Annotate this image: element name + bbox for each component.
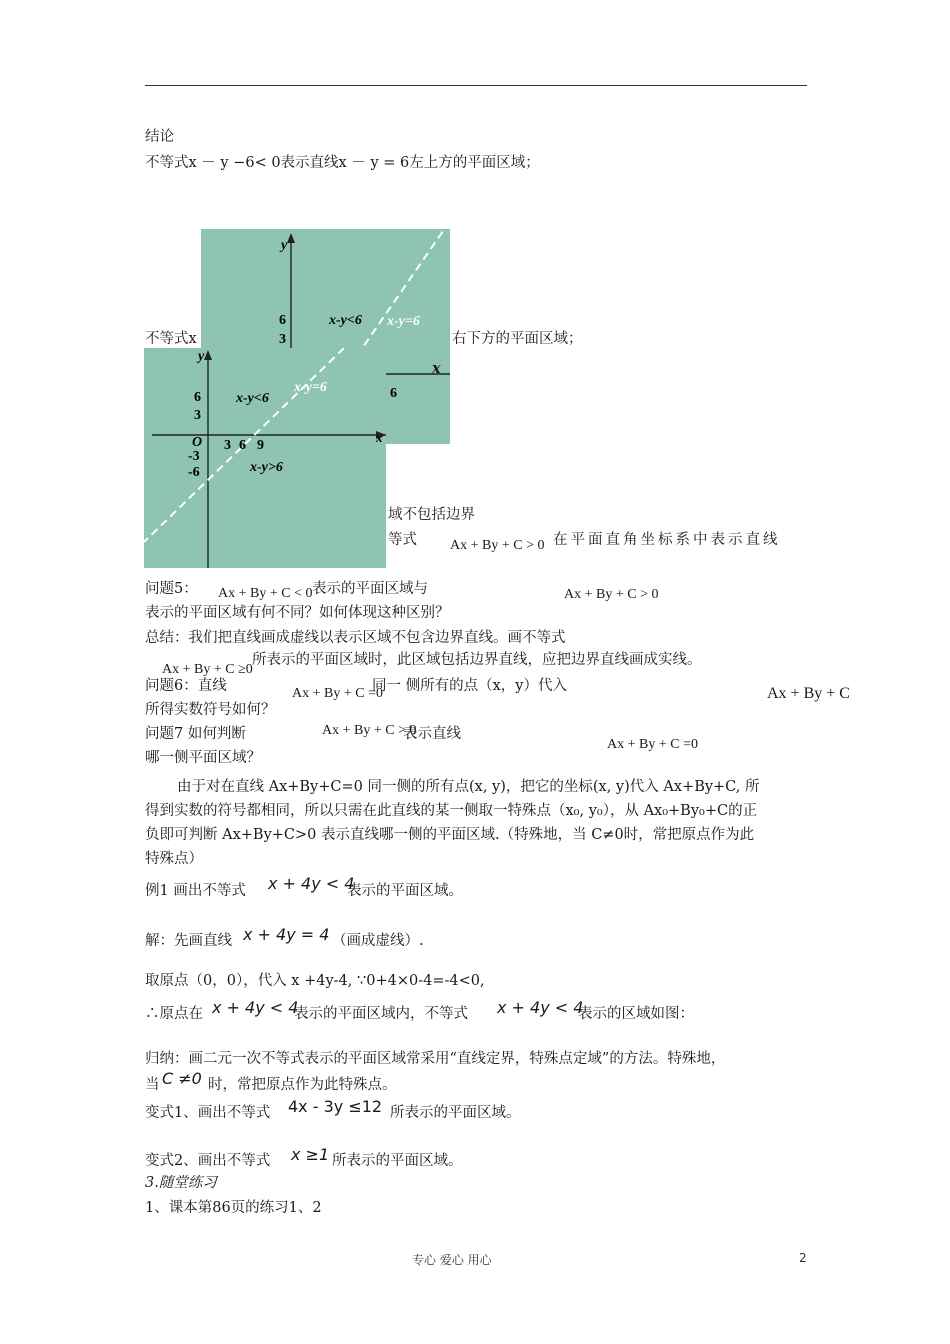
fig-bottom-origin: O — [192, 435, 203, 450]
paragraph-1-line-3: 负即可判断 Ax+By+C>0 表示直线哪一侧的平面区域.（特殊地，当 C≠0时，常把原点作为此 — [145, 827, 755, 843]
solution-label: 解：先画直线 — [145, 933, 232, 949]
therefore-expr-2: x + 4y < 4 — [497, 998, 584, 1017]
variant-1-tail: 所表示的平面区域。 — [390, 1105, 521, 1121]
fig-bottom-x-axis: x — [376, 430, 383, 445]
fig-top-region-label: x-y<6 — [329, 313, 362, 328]
summary-line-2: 所表示的平面区域时，此区域包括边界直线，应把边界直线画成实线。 — [252, 652, 702, 668]
question-5-mid: 表示的平面区域与 — [312, 581, 428, 597]
example-1-label: 例1 画出不等式 — [145, 883, 246, 899]
paragraph-1-line-2: 得到实数的符号都相同，所以只需在此直线的某一侧取一特殊点（x₀, y₀），从 Ax₀+By₀+C的正 — [145, 803, 758, 819]
solution-expr: x + 4y = 4 — [243, 925, 330, 944]
therefore-expr: x + 4y < 4 — [212, 998, 299, 1017]
question-7-expr: Ax + By + C > 0 — [322, 723, 417, 738]
solution-tail: （画成虚线）. — [332, 933, 424, 949]
question-6-expr: Ax + By + C =0 — [292, 686, 383, 701]
figure-bottom-graph — [144, 348, 386, 568]
heading-conclusion: 结论 — [145, 129, 174, 145]
variant-1-label: 变式1、画出不等式 — [145, 1105, 271, 1121]
conclusion-line-2-left: 不等式x — [145, 331, 197, 347]
fig-bottom-lower-label: x-y>6 — [250, 460, 283, 475]
footer-center: 专心 爱心 用心 — [412, 1253, 492, 1267]
fig-top-tick-3: 3 — [279, 332, 286, 347]
figure-top-tail — [386, 344, 450, 444]
variant-1-expr: 4x - 3y ≤12 — [288, 1097, 383, 1116]
fig-bottom-y-tick-neg6: -6 — [188, 465, 200, 480]
question-6-mid: 同一 侧所有的点（x，y）代入 — [372, 678, 567, 694]
figure-top-tail-svg — [386, 344, 450, 444]
question-6-line-2: 所得实数符号如何？ — [145, 702, 276, 718]
question-7-line-2: 哪一侧平面区域？ — [145, 750, 261, 766]
fig-bottom-x-tick-9: 9 — [257, 438, 264, 453]
question-6-expr-2: Ax + By + C — [767, 685, 850, 702]
fig-bottom-x-tick-3: 3 — [224, 438, 231, 453]
paragraph-1-line-4: 特殊点） — [145, 851, 203, 867]
summary-2-line-2-a: 当 — [145, 1077, 160, 1093]
expr-greater-than-zero: Ax + By + C > 0 — [450, 538, 545, 553]
question-6-label: 问题6：直线 — [145, 678, 227, 694]
fig-top-tick-6: 6 — [279, 313, 286, 328]
fig-bottom-line-label: x-y=6 — [294, 380, 327, 395]
therefore-label: ∴原点在 — [145, 1006, 203, 1022]
question-5-expr-2: Ax + By + C > 0 — [564, 587, 659, 602]
summary-2-expr: C ≠0 — [162, 1069, 202, 1088]
question-5-expr: Ax + By + C < 0 — [218, 586, 313, 601]
partial-inequality-text: 等式 — [388, 532, 417, 548]
example-1-expr: x + 4y < 4 — [268, 874, 355, 893]
fig-bottom-y-tick-3: 3 — [194, 408, 201, 423]
summary-expr: Ax + By + C ≥0 — [162, 662, 253, 677]
practice-item: 1、课本第86页的练习1、2 — [145, 1200, 322, 1216]
question-7-expr-2: Ax + By + C =0 — [607, 737, 698, 752]
question-5-line-2: 表示的平面区域有何不同？如何体现这种区别？ — [145, 605, 450, 621]
fig-bottom-y-tick-6: 6 — [194, 390, 201, 405]
fig-bottom-x-tick-6: 6 — [239, 438, 246, 453]
conclusion-line-2-right: 右下方的平面区域； — [452, 331, 583, 347]
fig-top-x-tick-6: 6 — [390, 386, 397, 401]
fig-top-x-axis: x — [432, 360, 441, 377]
figure-bottom-svg — [144, 348, 386, 568]
paragraph-1-line-1: 由于对在直线 Ax+By+C=0 同一侧的所有点(x, y)，把它的坐标(x, y)代入 Ax+By+C, 所 — [177, 779, 760, 795]
therefore-mid: 表示的平面区域内，不等式 — [294, 1006, 468, 1022]
question-7-label: 问题7 如何判断 — [145, 726, 246, 742]
question-7-mid: 表示直线 — [403, 726, 461, 742]
therefore-tail: 表示的区域如图： — [578, 1006, 694, 1022]
summary-2-line-2-b: 时，常把原点作为此特殊点。 — [208, 1077, 397, 1093]
example-1-tail: 表示的平面区域。 — [347, 883, 463, 899]
fig-top-line-label: x-y=6 — [387, 314, 420, 329]
partial-boundary-text: 域不包括边界 — [388, 507, 475, 523]
fig-top-y-axis: y — [281, 238, 288, 253]
conclusion-line-1: 不等式x － y −6< 0表示直线x － y = 6左上方的平面区域； — [145, 155, 540, 171]
header-rule — [145, 85, 807, 86]
practice-heading: 3.随堂练习 — [145, 1175, 217, 1191]
line3-tail: 在平面直角坐标系中表示直线 — [553, 532, 781, 548]
variant-2-expr: x ≥1 — [291, 1145, 330, 1164]
variant-2-label: 变式2、画出不等式 — [145, 1153, 271, 1169]
variant-2-tail: 所表示的平面区域。 — [332, 1153, 463, 1169]
summary-line-1: 总结：我们把直线画成虚线以表示区域不包含边界直线。画不等式 — [145, 630, 566, 646]
origin-substitution-line: 取原点（0，0），代入 x +4y-4, ∵0+4×0-4=-4<0, — [145, 973, 485, 989]
fig-bottom-y-axis: y — [198, 349, 205, 364]
fig-bottom-upper-label: x-y<6 — [236, 391, 269, 406]
question-5-label: 问题5： — [145, 581, 198, 597]
fig-bottom-y-tick-neg3: -3 — [188, 449, 200, 464]
summary-2-line-1: 归纳：画二元一次不等式表示的平面区域常采用“直线定界，特殊点定域”的方法。特殊地， — [145, 1051, 726, 1067]
page-number: 2 — [799, 1251, 807, 1265]
